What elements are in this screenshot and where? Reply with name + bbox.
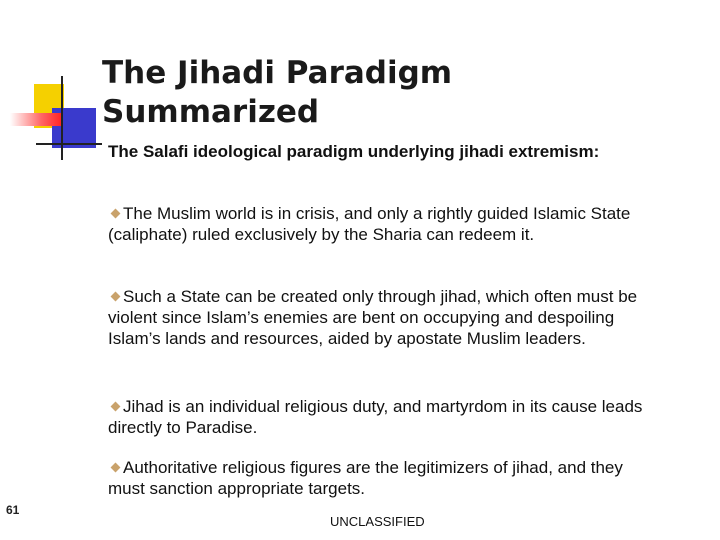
bullet-item [108, 286, 648, 349]
diamond-bullet-icon [111, 401, 121, 411]
bullet-text: Such a State can be created only through jihad, which often must be violent since Islam’s enemies are bent on occupying and despoiling Islam’s lands and resources, aided by apostate Muslim leaders. [108, 287, 638, 348]
classification-label: UNCLASSIFIED [330, 514, 425, 529]
diamond-bullet-icon [111, 291, 121, 301]
intro-text: The Salafi ideological paradigm underlying jihadi extremism: [108, 142, 600, 161]
diamond-bullet-icon [111, 462, 121, 472]
bullet-text: Authoritative religious figures are the legitimizers of jihad, and they must sanction appropriate targets. [108, 458, 623, 498]
bullet-item [108, 396, 648, 438]
decor-vertical-line [61, 76, 63, 160]
decor-red-fade-bar [10, 113, 62, 126]
diamond-bullet-icon [111, 208, 121, 218]
bullet-item [108, 457, 648, 499]
bullet-text: Jihad is an individual religious duty, and martyrdom in its cause leads directly to Paradise. [108, 397, 643, 437]
decor-horizontal-line [36, 143, 102, 145]
slide-title-line2: Summarized [102, 94, 320, 130]
page-number: 61 [6, 503, 20, 517]
bullet-item [108, 203, 648, 245]
slide-title-line1: The Jihadi Paradigm [102, 55, 453, 91]
bullet-text: The Muslim world is in crisis, and only a rightly guided Islamic State (caliphate) ruled exclusively by the Sharia can redeem it. [108, 204, 631, 244]
slide-title [102, 54, 662, 132]
